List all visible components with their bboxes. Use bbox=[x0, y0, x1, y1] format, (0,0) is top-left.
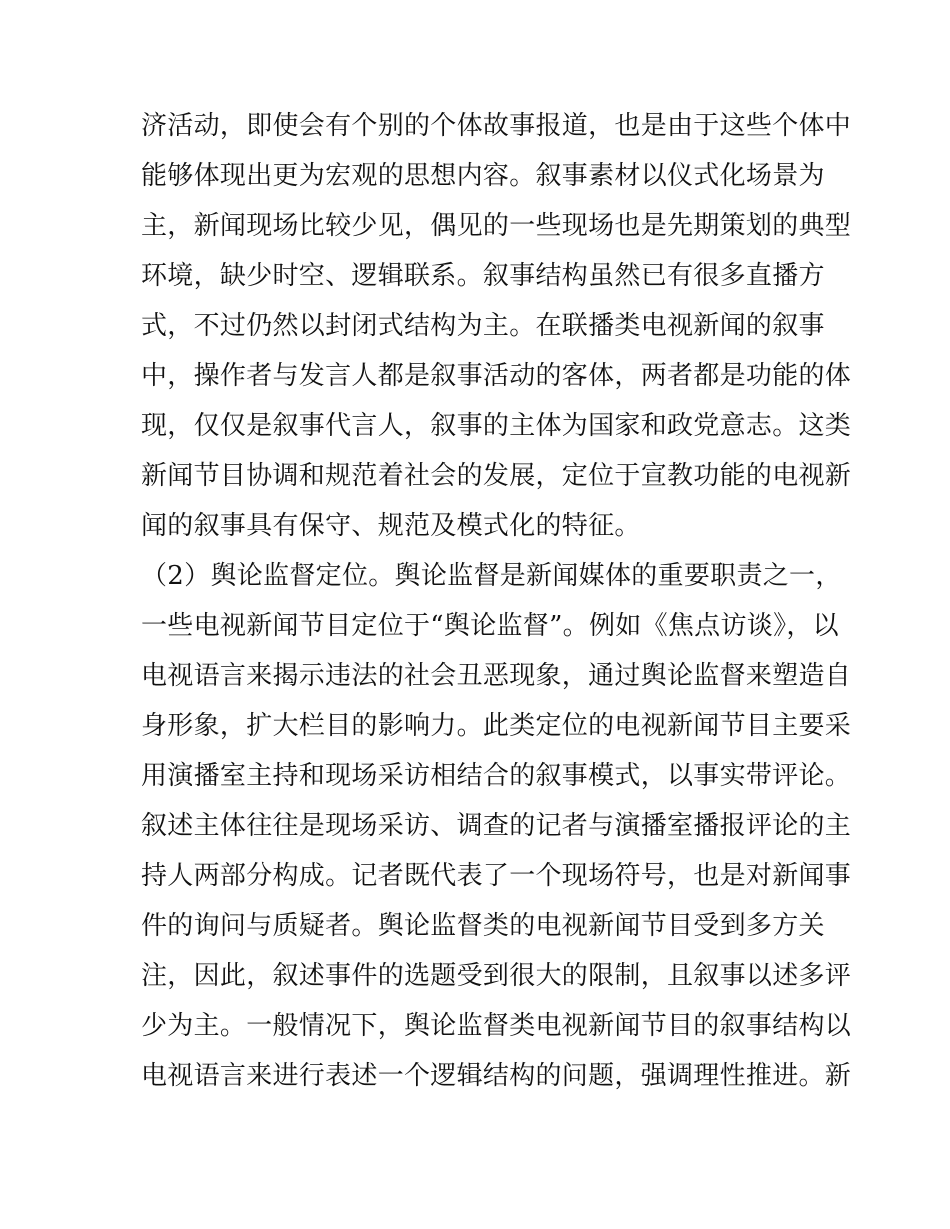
text-line: 电视语言来进行表述一个逻辑结构的问题，强调理性推进。新 bbox=[141, 1061, 852, 1091]
text-line: 闻的叙事具有保守、规范及模式化的特征。 bbox=[141, 511, 641, 541]
text-line: 件的询问与质疑者。舆论监督类的电视新闻节目受到多方关 bbox=[141, 911, 825, 941]
text-line: 注，因此，叙述事件的选题受到很大的限制，且叙事以述多评 bbox=[141, 961, 852, 991]
text-line: 济活动，即使会有个别的个体故事报道，也是由于这些个体中 bbox=[141, 111, 852, 141]
text-line: 主，新闻现场比较少见，偶见的一些现场也是先期策划的典型 bbox=[141, 211, 852, 241]
section-heading-line: （2）舆论监督定位。舆论监督是新闻媒体的重要职责之一， bbox=[141, 561, 842, 591]
text-line: 环境，缺少时空、逻辑联系。叙事结构虽然已有很多直播方 bbox=[141, 261, 825, 291]
text-line: 中，操作者与发言人都是叙事活动的客体，两者都是功能的体 bbox=[141, 361, 852, 391]
text-line: 叙述主体往往是现场采访、调查的记者与演播室播报评论的主 bbox=[141, 811, 852, 841]
text-line: 电视语言来揭示违法的社会丑恶现象，通过舆论监督来塑造自 bbox=[141, 661, 852, 691]
text-line: 身形象，扩大栏目的影响力。此类定位的电视新闻节目主要采 bbox=[141, 711, 852, 741]
text-line: 一些电视新闻节目定位于“舆论监督”。例如《焦点访谈》，以 bbox=[141, 611, 839, 641]
text-line: 式，不过仍然以封闭式结构为主。在联播类电视新闻的叙事 bbox=[141, 311, 825, 341]
text-line: 少为主。一般情况下，舆论监督类电视新闻节目的叙事结构以 bbox=[141, 1011, 852, 1041]
text-line: 能够体现出更为宏观的思想内容。叙事素材以仪式化场景为 bbox=[141, 161, 825, 191]
text-line: 持人两部分构成。记者既代表了一个现场符号，也是对新闻事 bbox=[141, 861, 852, 891]
text-line: 用演播室主持和现场采访相结合的叙事模式，以事实带评论。 bbox=[141, 761, 852, 791]
text-line: 新闻节目协调和规范着社会的发展，定位于宣教功能的电视新 bbox=[141, 461, 852, 491]
text-line: 现，仅仅是叙事代言人，叙事的主体为国家和政党意志。这类 bbox=[141, 411, 852, 441]
